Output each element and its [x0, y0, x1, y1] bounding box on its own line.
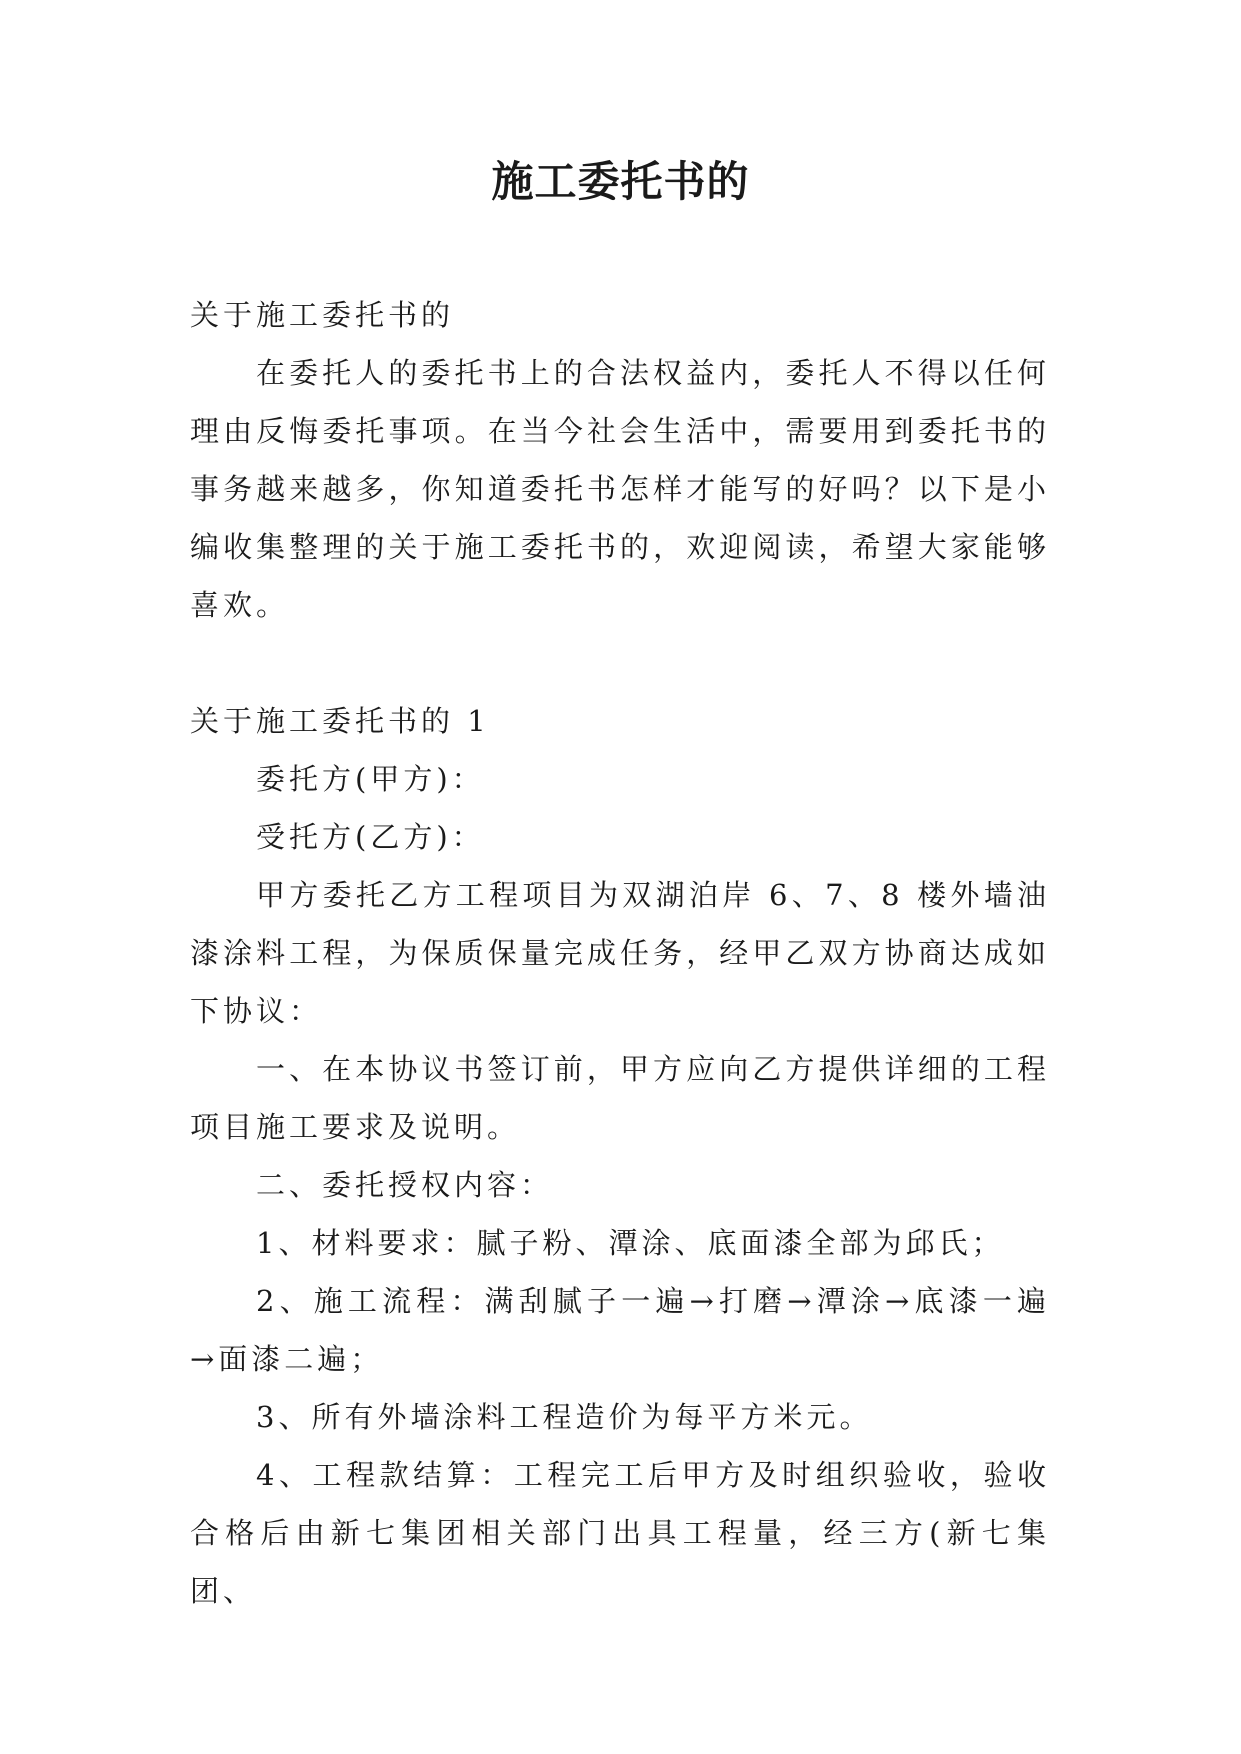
item-settlement: 4、工程款结算：工程完工后甲方及时组织验收，验收合格后由新七集团相关部门出具工程量，经三方(新七集团、: [190, 1458, 1050, 1608]
clause-two: 二、委托授权内容：: [256, 1168, 554, 1202]
intro-paragraph: 在委托人的委托书上的合法权益内，委托人不得以任何理由反悔委托事项。在当今社会生活中，需要用到委托书的事务越来越多，你知道委托书怎样才能写的好吗？以下是小编收集整理的关于施工委托书的，欢迎阅读，希望大家能够喜欢。: [190, 356, 1050, 622]
agent-line: 受托方(乙方)：: [256, 820, 485, 854]
section-gap: [190, 634, 1050, 692]
document-title: 施工委托书的: [491, 157, 750, 206]
item-price: 3、所有外墙涂料工程造价为每平方米元。: [256, 1400, 873, 1434]
clause-one: 一、在本协议书签订前，甲方应向乙方提供详细的工程项目施工要求及说明。: [190, 1052, 1050, 1144]
document-body: [190, 286, 1050, 1620]
item-process: 2、施工流程：满刮腻子一遍→打磨→潭涂→底漆一遍→面漆二遍；: [190, 1284, 1050, 1376]
item-materials: 1、材料要求：腻子粉、潭涂、底面漆全部为邱氏；: [256, 1226, 1005, 1260]
intro-heading: 关于施工委托书的: [190, 298, 455, 332]
principal-line: 委托方(甲方)：: [256, 762, 485, 796]
section-heading: 关于施工委托书的 1: [190, 704, 490, 738]
agreement-paragraph: 甲方委托乙方工程项目为双湖泊岸 6、7、8 楼外墙油漆涂料工程，为保质保量完成任务，经甲乙双方协商达成如下协议：: [190, 878, 1050, 1028]
